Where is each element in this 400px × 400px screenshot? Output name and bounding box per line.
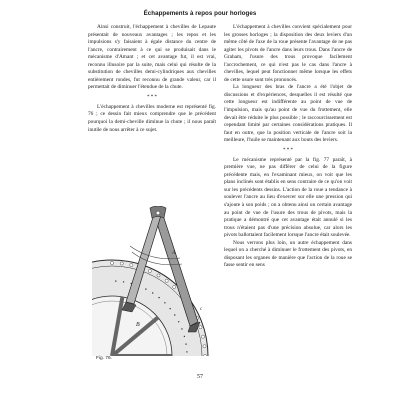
figure-label-b: B xyxy=(136,322,140,328)
running-head: Échappements à repos pour horloges xyxy=(143,10,257,17)
section-separator: * * * xyxy=(283,147,293,153)
page-number: 57 xyxy=(197,374,203,380)
wheel-pin xyxy=(120,262,123,265)
right-column xyxy=(224,24,352,270)
wheel-dot xyxy=(185,343,186,344)
wheel-pin xyxy=(203,345,206,348)
right-paragraph-2: La longueur des bras de l'ancre a été l'objet de discussions et d'expériences, desquelles il est résulté que cette longueur est indifférente au point de vue de l'impulsion, mais qu'au point de vue du frottement, elle devait être réduite le plus possible ; le raccourcissement est cependant limité par certaines considérations pratiques. Il faut en outre, que la position verticale de l'ancre soit la meilleure, l'huile se maintenant aux bouts des leviers. xyxy=(224,84,352,144)
wheel-dot xyxy=(169,308,170,309)
wheel-dot xyxy=(184,336,185,337)
left-paragraph-2: L'échappement à chevilles moderne est représenté fig. 76 ; ce dessin fait mieux comprendre que le précédent pourquoi la demi-cheville diminue la chute ; il nous paraît inutile de nous arrêter à ce sujet. xyxy=(88,103,216,133)
figure-caption: Fig. 76. xyxy=(96,356,112,361)
figure-label-c: c xyxy=(200,307,203,312)
left-paragraph-1: Ainsi construit, l'échappement à chevilles de Lepaute présentait de nouveaux avantages ; les repos et les impulsions s'y faisaient à égale distance du centre de l'ancre, contrairement à ce qui se produisait dans le mécanisme d'Amant ; et cet avantage fut, il est vrai, reconnu illusoire par la suite, mais celui qui résulte de la substitution de chevilles demi-cylindriques aux chevilles entièrement rondes, fut reconnu de grande valeur, car il permettait de diminuer l'étendue de la chute. xyxy=(88,24,216,91)
wheel-dot xyxy=(164,302,165,303)
right-paragraph-3: Le mécanisme représenté par la fig. 77 paraît, à première vue, ne pas différer de celui de la figure précédente mais, en l'examinant mieux, on voit que les plans inclinés sont établis en sens contraire de ce qu'on voit sur les précédents dessins. L'action de la roue a tendance à soulever l'ancre au lieu d'exercer sur elle une pression qui s'ajoute à son poids ; on a obtenu ainsi un certain avantage au point de vue de l'usure des trous de pivots, mais la pratique a démontré que cet avantage était annulé si les trous n'étaient pas d'une précision absolue, car alors les pivots ballottaient facilement lorsque l'ancre était soulevée. xyxy=(224,156,352,239)
wheel-dot xyxy=(123,281,124,282)
wheel-pin xyxy=(130,263,133,266)
wheel-dot xyxy=(181,328,182,329)
wheel-pin xyxy=(165,279,168,282)
wheel-pin xyxy=(203,354,206,356)
left-column xyxy=(88,24,216,134)
wheel-dot xyxy=(174,314,175,315)
figure-label-a: A xyxy=(172,250,176,256)
wheel-pin xyxy=(199,326,202,329)
wheel-pin xyxy=(110,261,113,264)
wheel-dot xyxy=(145,288,146,289)
right-paragraph-4: Nous verrons plus loin, un autre échappement dans lequel on a cherché à diminuer le frottement des pivots, en disposant les organes de manière que l'action de la roue se fasse sentir en sens xyxy=(224,239,352,269)
right-paragraph-1: L'échappement à chevilles convient spécialement pour les grosses horloges ; la disposition des deux leviers d'un même côté de l'axe de la roue présente l'avantage de ne pas agiter les pivots de l'ancre dans leurs trous. Dans l'ancre de Graham, l'usure des trous provoque facilement l'accrochement, ce qui n'est pas le cas dans l'ancre à chevilles, lequel peut fonctionner même lorsque les effets de cette usure sont très prononcés. xyxy=(224,24,352,83)
wheel-dot xyxy=(186,351,187,352)
pin-escapement-illustration xyxy=(92,206,216,356)
wheel-dot xyxy=(115,280,116,281)
wheel-pin xyxy=(157,274,160,277)
wheel-pin xyxy=(148,269,151,272)
wheel-pin xyxy=(201,335,204,338)
wheel-dot xyxy=(158,297,159,298)
wheel-dot xyxy=(178,321,179,322)
figure-76-pin-escapement xyxy=(92,206,216,356)
wheel-pin xyxy=(173,285,176,288)
section-separator: * * * xyxy=(147,94,157,100)
wheel-dot xyxy=(152,292,153,293)
